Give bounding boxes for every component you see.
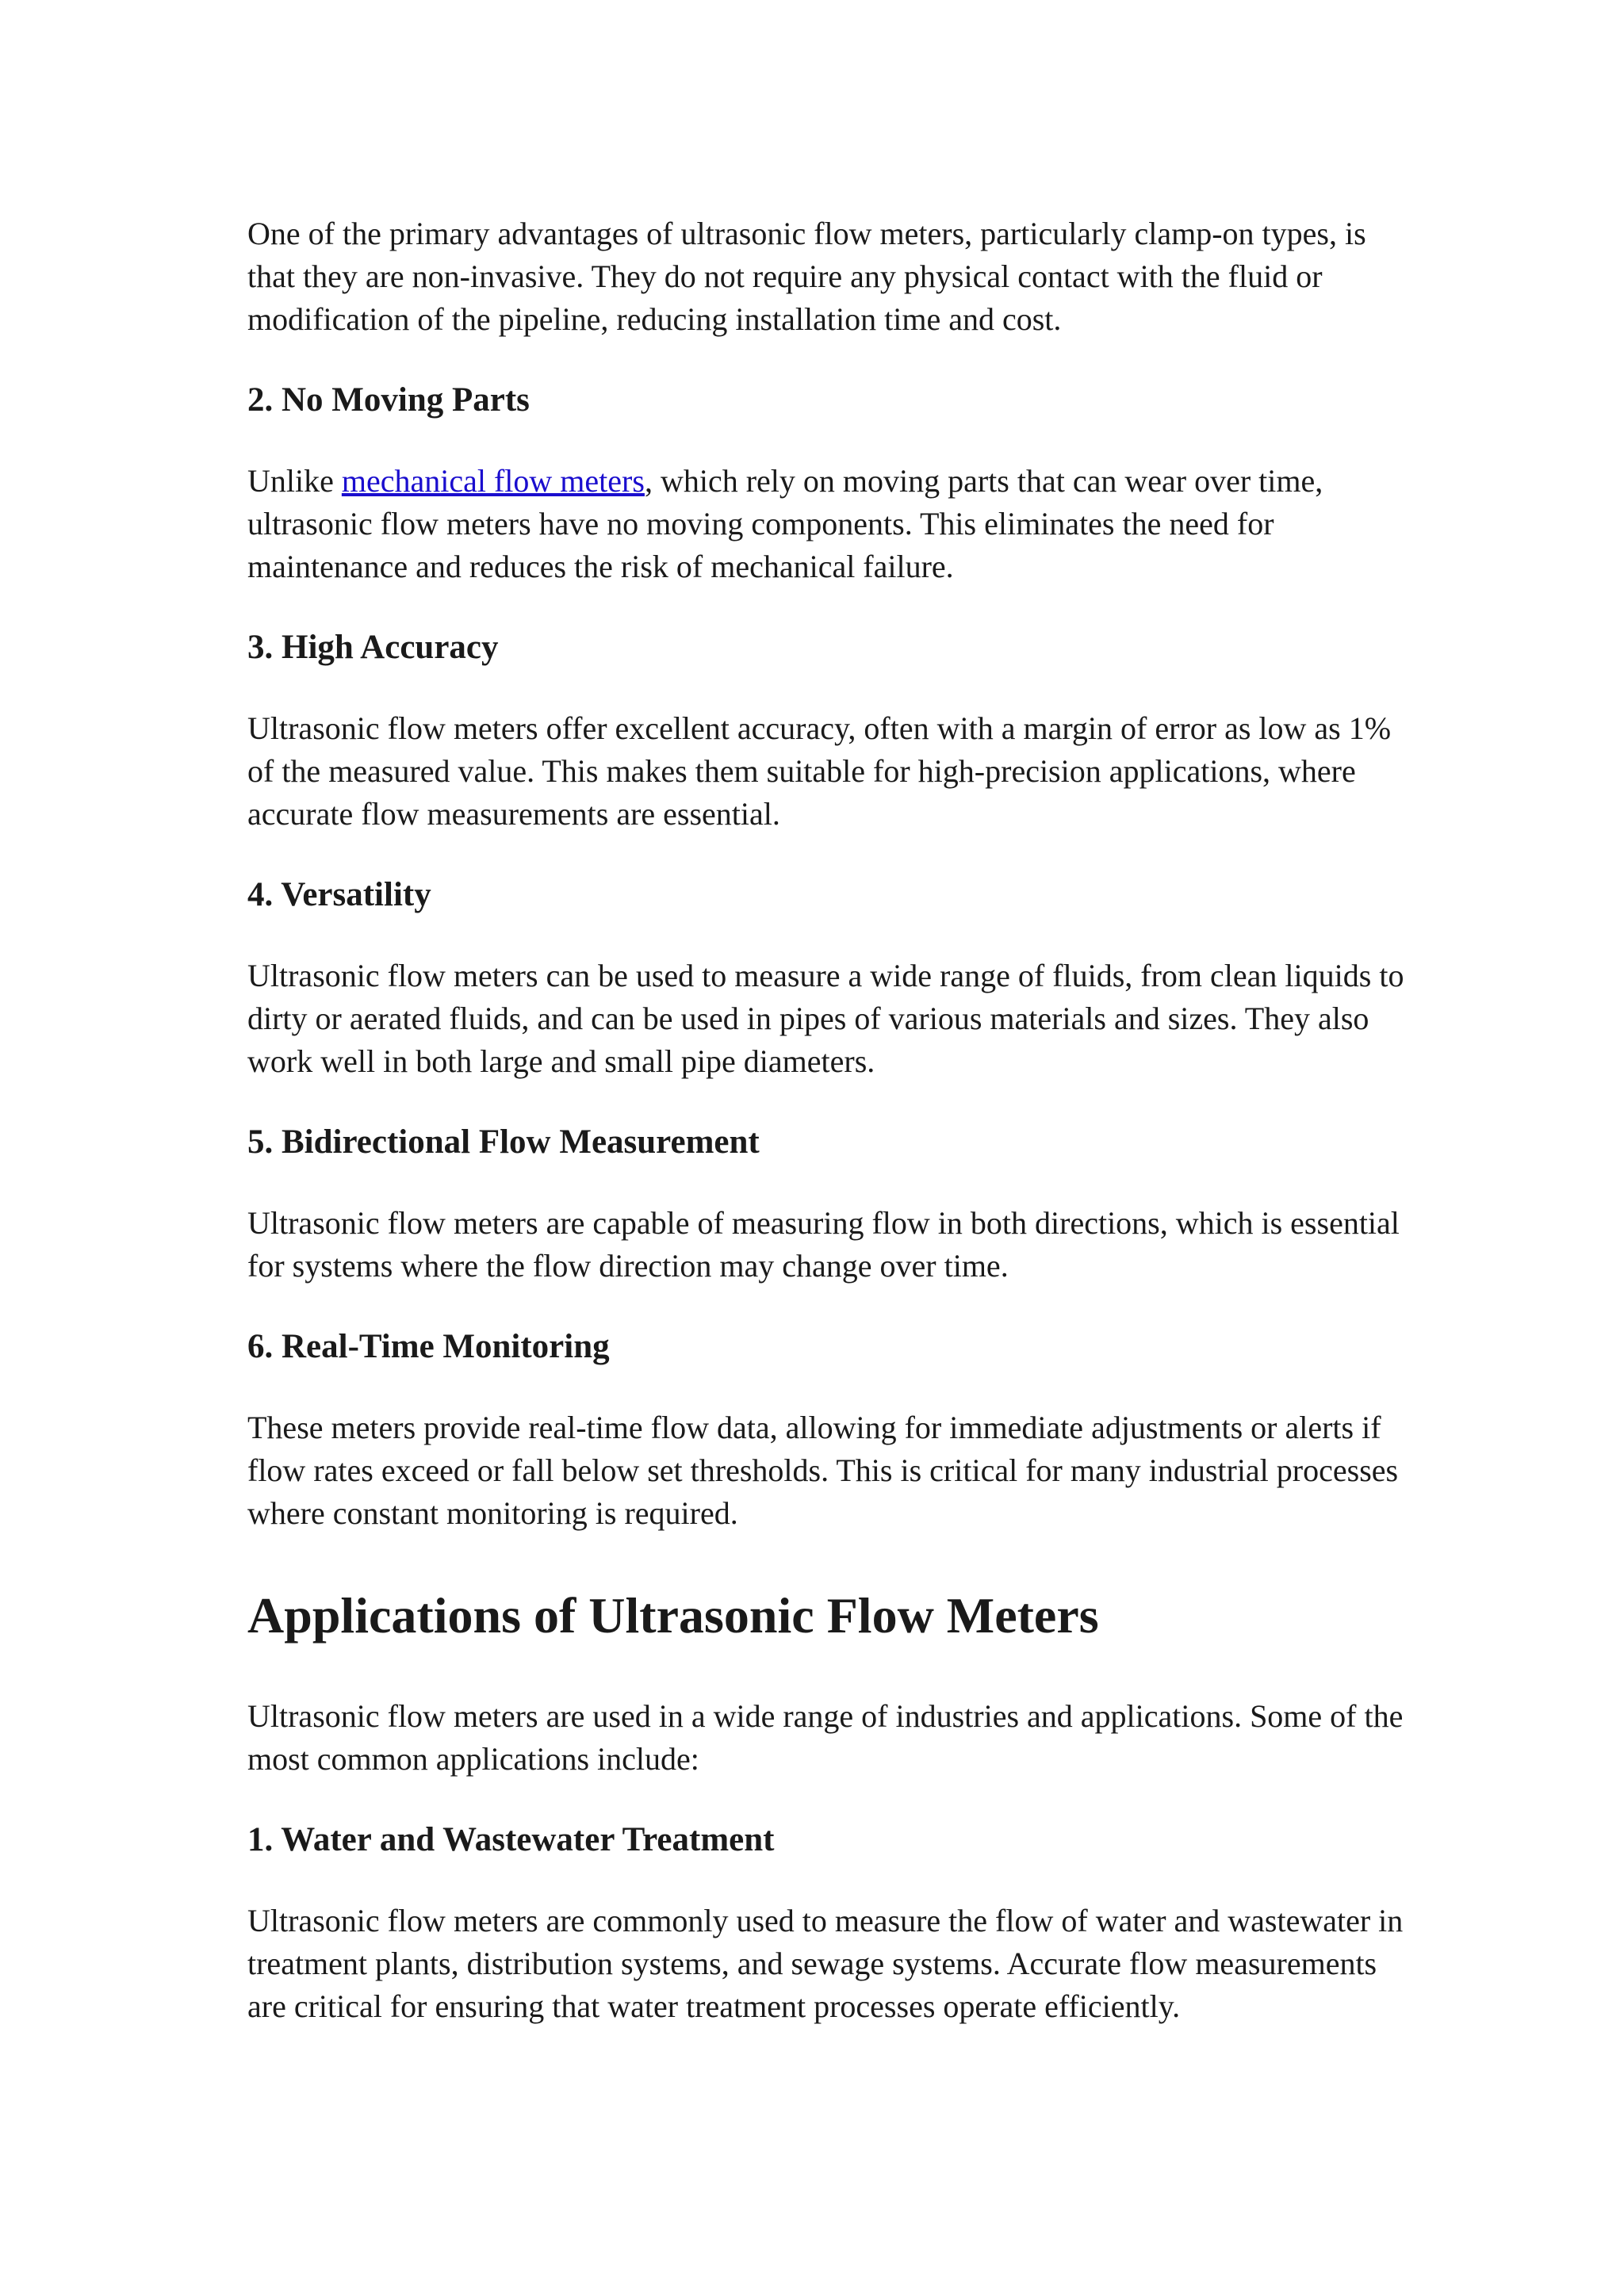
real-time-monitoring-paragraph: These meters provide real-time flow data, allowing for immediate adjustments or alerts if flow rates exceed or fall below set thresholds. This is critical for many industrial processes where constant monitoring is required. (247, 1410, 1399, 1531)
text-before-link: Unlike (247, 463, 342, 499)
intro-paragraph: One of the primary advantages of ultrasonic flow meters, particularly clamp-on types, is that they are non-invasive. They do not require any physical contact with the fluid or modification of the pipeline, reducing installation time and cost. (247, 216, 1366, 337)
section-heading-high-accuracy: 3. High Accuracy (247, 629, 499, 666)
section-heading-no-moving-parts: 2. No Moving Parts (247, 381, 530, 419)
applications-intro-paragraph: Ultrasonic flow meters are used in a wide range of industries and applications. Some of the most common applications include: (247, 1698, 1404, 1777)
text-after-link: , which rely on moving parts that can wear over time, ultrasonic flow meters have no moving components. This eliminates the need for maintenance and reduces the risk of mechanical failure. (247, 463, 1323, 584)
section-heading-versatility: 4. Versatility (247, 876, 431, 913)
high-accuracy-paragraph: Ultrasonic flow meters offer excellent accuracy, often with a margin of error as low as 1% of the measured value. This makes them suitable for high-precision applications, where accurate flow measurements are essential. (247, 710, 1392, 832)
mechanical-flow-meters-link[interactable]: mechanical flow meters (341, 463, 645, 499)
versatility-paragraph: Ultrasonic flow meters can be used to measure a wide range of fluids, from clean liquids to dirty or aerated fluids, and can be used in pipes of various materials and sizes. They also work well in both large and small pipe diameters. (247, 958, 1404, 1079)
no-moving-parts-paragraph (247, 460, 1405, 588)
section-heading-bidirectional: 5. Bidirectional Flow Measurement (247, 1123, 760, 1161)
section-heading-real-time-monitoring: 6. Real-Time Monitoring (247, 1328, 610, 1365)
water-treatment-paragraph: Ultrasonic flow meters are commonly used to measure the flow of water and wastewater in treatment plants, distribution systems, and sewage systems. Accurate flow measurements are critical for ensuring that water treatment processes operate efficiently. (247, 1903, 1404, 2024)
applications-title: Applications of Ultrasonic Flow Meters (247, 1587, 1099, 1644)
section-heading-water-treatment: 1. Water and Wastewater Treatment (247, 1821, 775, 1858)
bidirectional-paragraph: Ultrasonic flow meters are capable of measuring flow in both directions, which is essential for systems where the flow direction may change over time. (247, 1205, 1400, 1284)
document-page (247, 212, 1405, 2028)
